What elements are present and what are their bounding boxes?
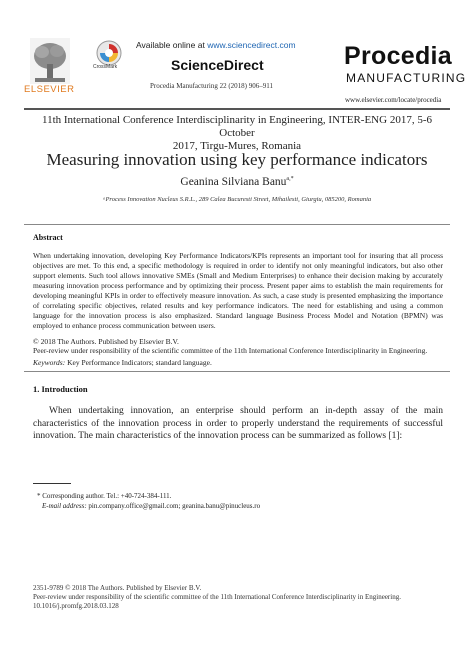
abstract-bottom-divider [24, 371, 450, 372]
footer-peer-review: Peer-review under responsibility of the scientific committee of the 11th International Conference Interdisciplinarity in Engineering. [33, 593, 401, 601]
email-label: E-mail address: [42, 502, 87, 510]
conference-line-1: 11th International Conference Interdisciplinarity in Engineering, INTER-ENG 2017, 5-6 October [42, 114, 432, 139]
footnote-divider [33, 483, 71, 484]
journal-reference: Procedia Manufacturing 22 (2018) 906–911 [150, 82, 273, 90]
corresponding-author: * Corresponding author. Tel.: +40-724-384-111. [37, 492, 172, 500]
keywords-list: Key Performance Indicators; standard language. [65, 358, 212, 367]
available-online [136, 40, 296, 50]
conference-line-2: 2017, Tirgu-Mures, Romania [172, 140, 302, 152]
abstract-peer-review: Peer-review under responsibility of the scientific committee of the 11th International Conference Interdisciplinarity in Engineering. [33, 346, 428, 355]
crossmark-icon[interactable] [96, 40, 122, 66]
keywords [33, 358, 212, 367]
introduction-text: When undertaking innovation, an enterprise should perform an in-depth assay of the main characteristics of the innovation process in order to properly understand the requirements of successful innovation. The main characteristics of the innovation process can be summarized as follows [1]: [33, 406, 443, 441]
abstract-top-divider [24, 224, 450, 225]
journal-url[interactable]: www.elsevier.com/locate/procedia [345, 96, 442, 104]
abstract-text: When undertaking innovation, developing Key Performance Indicators/KPIs represents an important tool for insuring that all process objectives are met. To this end, a specific methodology is required in order to identify not only meaningful indicators, but also other support elements. Such tool allows innovative SMEs (Small and Medium Enterprises) to enhance their decision making by accurately measuring innovation process performance and by optimizing their process. Present paper aims to establish the main requirements for developing meaningful KPIs in order to effectively measure innovation. As such, a case study is presented emphasizing the importance of correlating specific objectives, related results and key performance indicators. The need for establishing and using a common language for the innovation process is also emphasized. Standard language Business Process Model and Notation (BPMN) was employed to enhance process communication between users. [33, 251, 443, 330]
crossmark-label: CrossMark [93, 64, 118, 70]
email-line [42, 502, 260, 510]
sciencedirect-link[interactable]: www.sciencedirect.com [207, 40, 296, 50]
conference-info [30, 114, 444, 153]
author-line [30, 176, 444, 188]
author-marks: a,* [286, 176, 294, 183]
introduction-heading: 1. Introduction [33, 384, 88, 394]
abstract-heading: Abstract [33, 233, 63, 242]
header-divider [24, 108, 450, 110]
doi-line[interactable]: 10.1016/j.promfg.2018.03.128 [33, 602, 119, 610]
procedia-subtitle: MANUFACTURING [346, 71, 467, 85]
paper-title: Measuring innovation using key performance indicators [46, 150, 428, 169]
procedia-wordmark: Procedia [344, 42, 453, 70]
keywords-label: Keywords: [33, 358, 66, 367]
sciencedirect-wordmark: ScienceDirect [171, 57, 264, 73]
issn-line: 2351-9789 © 2018 The Authors. Published by Elsevier B.V. [33, 584, 202, 592]
email-address[interactable]: pin.company.office@gmail.com; geanina.banu@pinucleus.ro [86, 502, 261, 510]
abstract-copyright: © 2018 The Authors. Published by Elsevier B.V. [33, 337, 179, 346]
affiliation: ᵃProcess Innovation Nucleus S.R.L., 289 Calea Bucuresti Street, Mihailesti, Giurgiu, 085200, Romania [102, 196, 372, 203]
author-name: Geanina Silviana Banu [180, 176, 287, 188]
publisher-name: ELSEVIER [24, 84, 75, 95]
available-prefix: Available online at [136, 40, 208, 50]
